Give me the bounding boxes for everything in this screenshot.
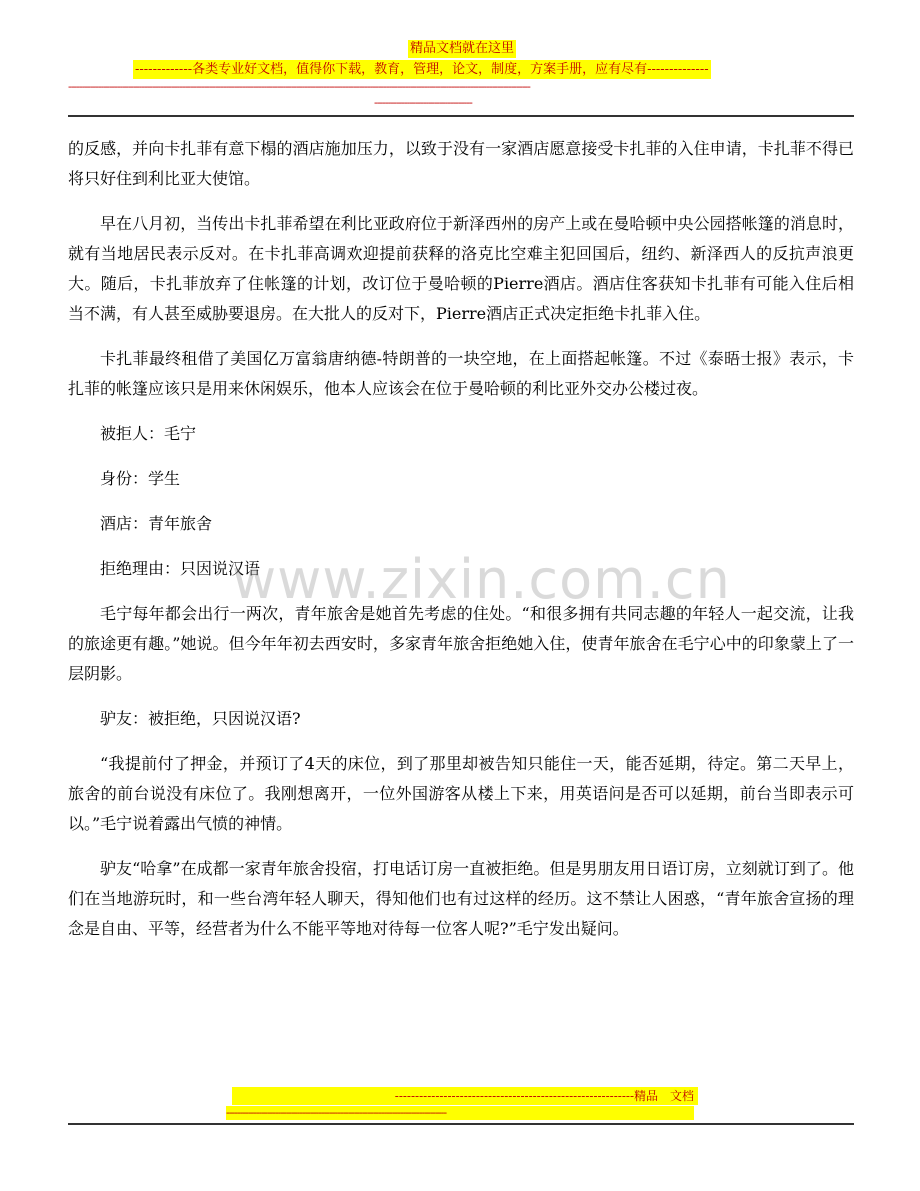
paragraph: 的反感，并向卡扎菲有意下榻的酒店施加压力，以致于没有一家酒店愿意接受卡扎菲的入住申请，卡扎菲不得已将只好住到利比亚大使馆。 xyxy=(68,139,854,188)
watermark: www.zixin.com.cn xyxy=(232,548,731,611)
footer-line: -----------------------------------------------------------精品 文档 xyxy=(232,1087,698,1105)
paragraph: 卡扎菲最终租借了美国亿万富翁唐纳德-特朗普的一块空地，在上面搭起帐篷。不过《泰晤士报》表示，卡扎菲的帐篷应该只是用来休闲娱乐，他本人应该会在位于曼哈顿的利比亚外交办公楼过夜。 xyxy=(68,349,854,398)
paragraph: 被拒人：毛宁 xyxy=(100,424,197,443)
header-dash-line-short: ------------------------------------ xyxy=(374,96,472,109)
paragraph: 驴友“哈拿”在成都一家青年旅舍投宿，打电话订房一直被拒绝。但是男朋友用日语订房，立刻就订到了。他们在当地游玩时，和一些台湾年轻人聊天，得知他们也有过这样的经历。这不禁让人困惑，“青年旅舍宣扬的理念是自由、平等，经营者为什么不能平等地对待每一位客人呢?”毛宁发出疑问。 xyxy=(68,859,854,938)
header-dash-line: -------------------------------------------------------------------------------------------------------------------------------------------------------------------------- xyxy=(68,80,530,93)
paragraph: 拒绝理由：只因说汉语 xyxy=(100,559,261,578)
paragraph: 早在八月初，当传出卡扎菲希望在利比亚政府位于新泽西州的房产上或在曼哈顿中央公园搭帐篷的消息时，就有当地居民表示反对。在卡扎菲高调欢迎提前获释的洛克比空难主犯回国后，纽约、新泽西人的反抗声浪更大。随后，卡扎菲放弃了住帐篷的计划，改订位于曼哈顿的Pierre酒店。酒店住客获知卡扎菲有可能入住后相当不满，有人甚至威胁要退房。在大批人的反对下，Pierre酒店正式决定拒绝卡扎菲入住。 xyxy=(68,214,854,323)
document-body xyxy=(68,134,854,959)
paragraph: 毛宁每年都会出行一两次，青年旅舍是她首先考虑的住处。“和很多拥有共同志趣的年轻人一起交流，让我的旅途更有趣。”她说。但今年年初去西安时，多家青年旅舍拒绝她入住，使青年旅舍在毛宁心中的印象蒙上了一层阴影。 xyxy=(68,604,854,683)
paragraph: “我提前付了押金，并预订了4天的床位，到了那里却被告知只能住一天，能否延期，待定。第二天早上，旅舍的前台说没有床位了。我刚想离开，一位外国游客从楼上下来，用英语问是否可以延期，前台当即表示可以。”毛宁说着露出气愤的神情。 xyxy=(68,754,854,833)
footer-dash-line: --------------------------------------------------------------------------------- xyxy=(226,1106,694,1120)
paragraph: 驴友：被拒绝，只因说汉语? xyxy=(100,709,301,728)
header-rule xyxy=(68,115,854,117)
footer-rule xyxy=(68,1123,854,1125)
header-subtitle: -------------各类专业好文档，值得你下载，教育，管理，论文，制度，方案手册，应有尽有-------------- xyxy=(135,62,709,77)
paragraph: 酒店：青年旅舍 xyxy=(100,514,213,533)
paragraph: 身份：学生 xyxy=(100,469,181,488)
header-title: 精品文档就在这里 xyxy=(410,41,515,56)
